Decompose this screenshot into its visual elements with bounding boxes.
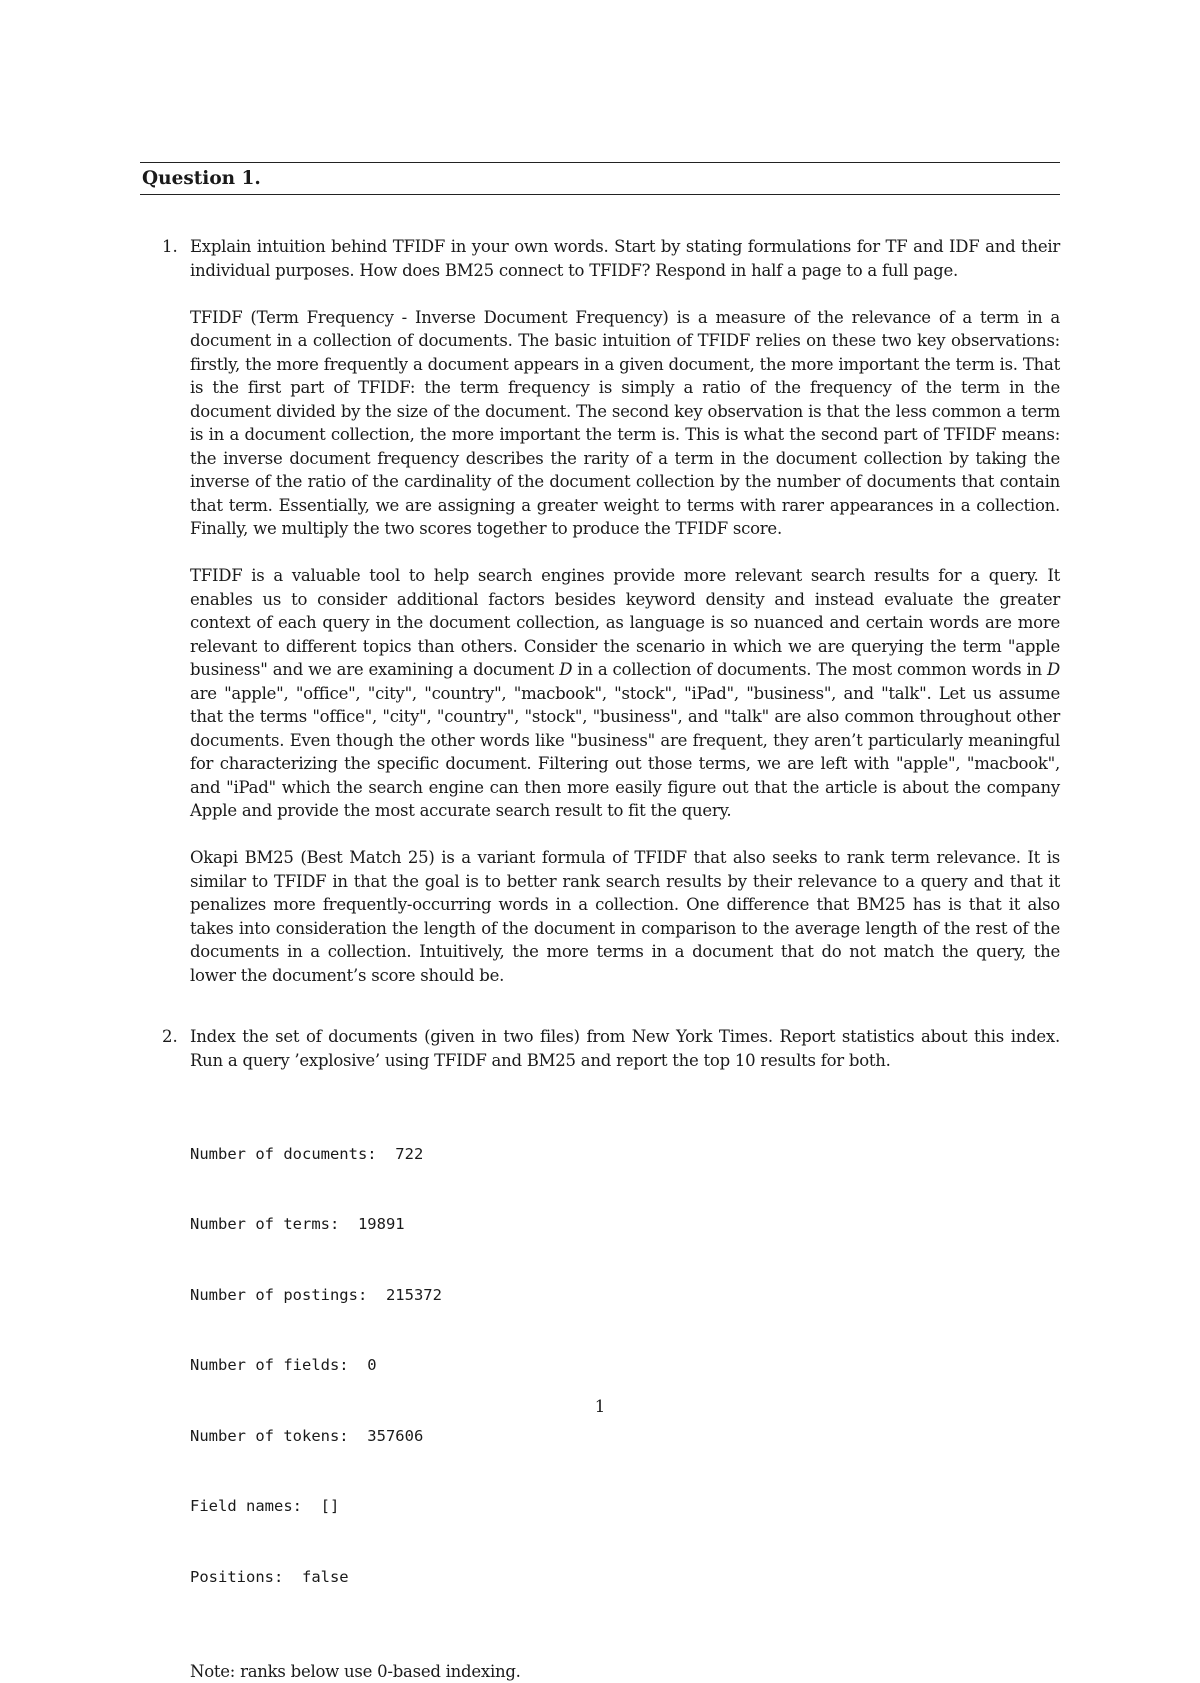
item-prompt: Index the set of documents (given in two files) from New York Times. Report statistics about this index. Run a query ’explosive’ using TFIDF and BM25 and report the top 10 results for both.: [190, 1025, 1060, 1072]
list-item: [140, 235, 1060, 987]
stat-line: Number of tokens: 357606: [190, 1425, 1060, 1449]
question-header: Question 1.: [140, 163, 1060, 194]
item-prompt: Explain intuition behind TFIDF in your own words. Start by stating formulations for TF and IDF and their individual purposes. How does BM25 connect to TFIDF? Respond in half a page to a full page.: [190, 235, 1060, 282]
answer-paragraph: Okapi BM25 (Best Match 25) is a variant formula of TFIDF that also seeks to rank term relevance. It is similar to TFIDF in that the goal is to better rank search results by their relevance to a query and that it penalizes more frequently-occurring words in a collection. One difference that BM25 has is that it also takes into consideration the length of the document in comparison to the average length of the rest of the documents in a collection. Intuitively, the more terms in a document that do not match the query, the lower the document’s score should be.: [190, 846, 1060, 987]
stat-line: Positions: false: [190, 1566, 1060, 1590]
list-spacer: [140, 987, 1060, 1025]
stat-line: Number of postings: 215372: [190, 1284, 1060, 1308]
item-number: 1.: [162, 235, 178, 259]
question-list: [140, 235, 1060, 1683]
stat-line: Number of fields: 0: [190, 1354, 1060, 1378]
index-stats: [190, 1096, 1060, 1637]
page-number: 1: [0, 1396, 1200, 1418]
variable-d: D: [559, 660, 572, 679]
stat-line: Number of terms: 19891: [190, 1213, 1060, 1237]
stat-line: Number of documents: 722: [190, 1143, 1060, 1167]
note-text: Note: ranks below use 0-based indexing.: [190, 1660, 1060, 1683]
stat-line: Field names: []: [190, 1495, 1060, 1519]
document-page: [140, 162, 1060, 1683]
list-item: [140, 1025, 1060, 1683]
answer-paragraph: TFIDF is a valuable tool to help search engines provide more relevant search results for a query. It enables us to consider additional factors besides keyword density and instead evaluate the greater context of each query in the document collection, as language is so nuanced and certain words are more relevant to different topics than others. Consider the scenario in which we are querying the term "apple business" and we are examining a document D in a collection of documents. The most common words in D are "apple", "office", "city", "country", "macbook", "stock", "iPad", "business", and "talk". Let us assume that the terms "office", "city", "country", "stock", "business", and "talk" are also common throughout other documents. Even though the other words like "business" are frequent, they aren’t particularly meaningful for characterizing the specific document. Filtering out those terms, we are left with "apple", "macbook", and "iPad" which the search engine can then more easily figure out that the article is about the company Apple and provide the most accurate search result to fit the query.: [190, 564, 1060, 823]
answer-paragraph: TFIDF (Term Frequency - Inverse Document Frequency) is a measure of the relevance of a term in a document in a collection of documents. The basic intuition of TFIDF relies on these two key observations: firstly, the more frequently a document appears in a given document, the more important the term is. That is the first part of TFIDF: the term frequency is simply a ratio of the frequency of the term in the document divided by the size of the document. The second key observation is that the less common a term is in a document collection, the more important the term is. This is what the second part of TFIDF means: the inverse document frequency describes the rarity of a term in the document collection by taking the inverse of the ratio of the cardinality of the document collection by the number of documents that contain that term. Essentially, we are assigning a greater weight to terms with rarer appearances in a collection. Finally, we multiply the two scores together to produce the TFIDF score.: [190, 306, 1060, 541]
item-number: 2.: [162, 1025, 178, 1049]
variable-d: D: [1047, 660, 1060, 679]
